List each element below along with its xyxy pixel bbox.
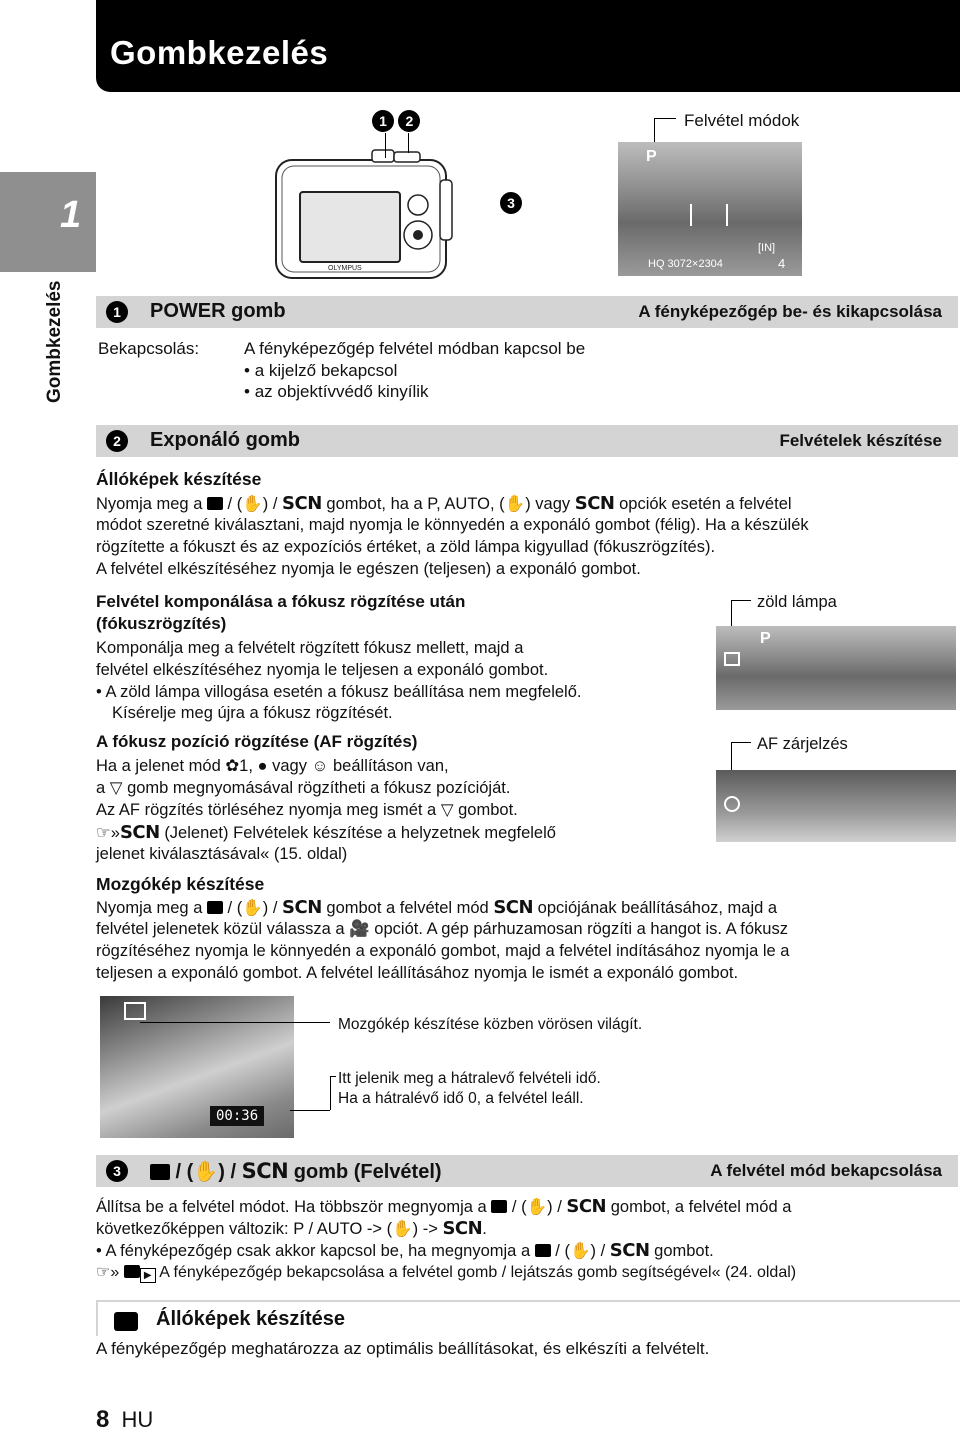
rec-line-1: Állítsa be a felvétel módot. Ha többször megnyomja a / (✋) / SCN gombot, a felvétel mód a [96,1196,792,1217]
scn-icon: SCN [574,493,615,514]
focus-lock-heading-2: (fókuszrögzítés) [96,614,227,633]
green-lamp-label: zöld lámpa [757,593,837,611]
af-reference: ☞»SCN (Jelenet) Felvételek készítése a helyzetnek megfelelő [96,822,556,843]
focus-lock-line-1: Komponálja meg a felvételt rögzített fókusz mellett, majd a [96,639,524,657]
remaining-time: 00:36 [210,1106,264,1126]
camera-icon [207,901,223,914]
power-bullet-2: • az objektívvédő kinyílik [244,382,429,401]
af-lock-photo [716,770,956,842]
camera-brand: OLYMPUS [328,265,362,272]
camera-icon [535,1244,551,1257]
callout-1: 1 [372,110,394,132]
af-lock-heading: A fókusz pozíció rögzítése (AF rögzítés) [96,732,418,751]
still-line-2: módot szeretné kiválasztani, majd nyomja le könnyedén a exponáló gombot (félig). Ha a készülék [96,516,809,534]
scn-icon: SCN [493,897,534,918]
section3-number: 3 [106,1160,128,1182]
camera-icon [114,1312,138,1331]
af-line-3: Az AF rögzítés törléséhez nyomja meg ismét a ▽ gombot. [96,801,518,819]
cuisine-icon: ● [257,757,268,775]
page-header [96,0,960,92]
hand-icon: (✋) [499,495,531,513]
power-on-text: A fényképezőgép felvétel módban kapcsol be [244,339,586,358]
page-number: 8 [96,1406,110,1433]
section1-bar [96,296,958,328]
movie-note-1: Mozgókép készítése közben vörösen világít. [338,1016,643,1033]
scn-icon: SCN [442,1218,483,1239]
power-on-label: Bekapcsolás: [98,339,200,358]
section1-title: POWER gomb [150,300,286,322]
movie-heading: Mozgókép készítése [96,874,265,894]
scn-icon: SCN [241,1159,289,1183]
still-line-1: Nyomja meg a / (✋) / SCN gombot, ha a P, AUTO, (✋) vagy SCN opciók esetén a felvétel [96,493,792,514]
movie-line-4: teljesen a exponáló gombot. A felvétel leállításához nyomja le ismét a exponáló gombot. [96,964,739,982]
reference-icon: ☞» [96,1264,120,1281]
movie-line-2: felvétel jelenetek közül válassza a 🎥 opciót. A gép párhuzamosan rögzíti a hangot is. A fókusz [96,920,788,938]
section4-title: Állóképek készítése [156,1308,345,1330]
section2-bar [96,425,958,457]
rec-bullet: • A fényképezőgép csak akkor kapcsol be, ha megnyomja a / (✋) / SCN gombot. [96,1240,714,1261]
section4-text: A fényképezőgép meghatározza az optimális beállításokat, és elkészíti a felvételt. [96,1339,710,1358]
lcd-count: 4 [778,256,786,271]
af-lock-label: AF zárjelzés [757,735,848,753]
section4-header [96,1300,960,1336]
callout-1-2 [372,110,420,132]
lcd-mode: P [646,148,657,165]
section3-title: / (✋) / SCN gomb (Felvétel) [150,1159,442,1184]
movie-photo [100,996,294,1138]
macro-scene-icon: ✿ [225,757,240,775]
language-code: HU [121,1407,154,1432]
page-footer [96,1406,153,1434]
section3-subtitle: A felvétel mód bekapcsolása [710,1161,942,1180]
document-scene-icon: ☺ [311,757,329,775]
focus-lock-line-2: felvétel elkészítéséhez nyomja le teljesen a exponáló gombot. [96,661,549,679]
camera-icon [207,497,223,510]
movie-note-2b: Ha a hátralévő idő 0, a felvétel leáll. [338,1090,584,1107]
page-title: Gombkezelés [110,34,329,71]
scn-icon: SCN [119,822,160,843]
section2-number: 2 [106,430,128,452]
hand-icon: (✋) [521,1198,553,1216]
scn-icon: SCN [282,493,322,514]
hand-icon: (✋) [564,1242,597,1260]
movie-icon: 🎥 [349,920,370,938]
reference-icon: ☞» [96,824,120,842]
hand-icon: (✋) [186,1161,225,1183]
callout-3: 3 [500,192,522,214]
section1-number: 1 [106,301,128,323]
still-heading: Állóképek készítése [96,469,262,489]
focus-lock-heading-1: Felvétel komponálása a fókusz rögzítése után [96,592,466,611]
focus-lock-bullet-cont: Kísérelje meg újra a fókusz rögzítését. [112,704,393,722]
focus-lock-bullet: • A zöld lámpa villogása esetén a fókusz beállítása nem megfelelő. [96,683,582,701]
focus-lock-photo [716,626,956,710]
section3-bar [96,1155,958,1187]
callout-2: 2 [398,110,420,132]
scn-icon: SCN [282,897,322,918]
af-target [690,204,728,226]
chapter-tab [0,172,96,272]
camera-icon [491,1200,507,1213]
camera-illustration [268,140,468,290]
still-line-3: rögzítette a fókuszt és az expozíciós értéket, a zöld lámpa kigyullad (fókuszrögzítés). [96,538,716,556]
lcd-mode-2: P [760,630,771,647]
af-line-1: Ha a jelenet mód ✿1, ● vagy ☺ beállításon van, [96,757,449,775]
lcd-quality: HQ 3072×2304 [648,258,723,270]
lcd-in: [IN] [758,242,776,254]
down-arrow-icon: ▽ [109,779,123,797]
down-arrow-icon: ▽ [440,801,454,819]
af-lock-indicator [724,796,740,812]
rec-line-2: következőképpen változik: P / AUTO -> (✋) -> SCN. [96,1218,487,1239]
hand-icon: (✋) [236,495,269,513]
green-lamp-indicator [724,652,740,666]
scn-icon: SCN [609,1240,650,1261]
section2-subtitle: Felvételek készítése [779,431,942,450]
hand-icon: (✋) [236,899,269,917]
camera-icon [124,1265,140,1278]
still-line-4: A felvétel elkészítéséhez nyomja le egészen (teljesen) a exponáló gombot. [96,560,641,578]
section2-title: Exponáló gomb [150,429,300,451]
rec-reference: ☞» ▶ A fényképezőgép bekapcsolása a felvétel gomb / lejátszás gomb segítségével« (24. oldal) [96,1264,797,1281]
section1-subtitle: A fényképezőgép be- és kikapcsolása [638,302,942,321]
playback-icon: ▶ [140,1268,156,1283]
movie-note-2a: Itt jelenik meg a hátralevő felvételi idő. [338,1070,601,1087]
chapter-side-label-text: Gombkezelés [44,280,65,404]
scn-icon: SCN [566,1196,607,1217]
af-line-2: a ▽ gomb megnyomásával rögzítheti a fókusz pozícióját. [96,779,511,797]
movie-line-1: Nyomja meg a / (✋) / SCN gombot a felvétel mód SCN opciójának beállításához, majd a [96,897,778,918]
rec-indicator-icon [124,1002,146,1020]
af-reference-cont: jelenet kiválasztásával« (15. oldal) [96,845,348,863]
lcd-photo [618,142,802,276]
movie-line-3: rögzítéséhez nyomja le könnyedén a exponáló gombot, majd a felvétel indításához nyomja le a [96,942,790,960]
mode-label: Felvétel módok [684,111,800,130]
chapter-number: 1 [60,194,82,236]
chapter-side-label [44,272,84,412]
power-bullet-1: • a kijelző bekapcsol [244,361,398,380]
hand-icon: (✋) [386,1220,419,1238]
camera-icon [150,1164,170,1180]
